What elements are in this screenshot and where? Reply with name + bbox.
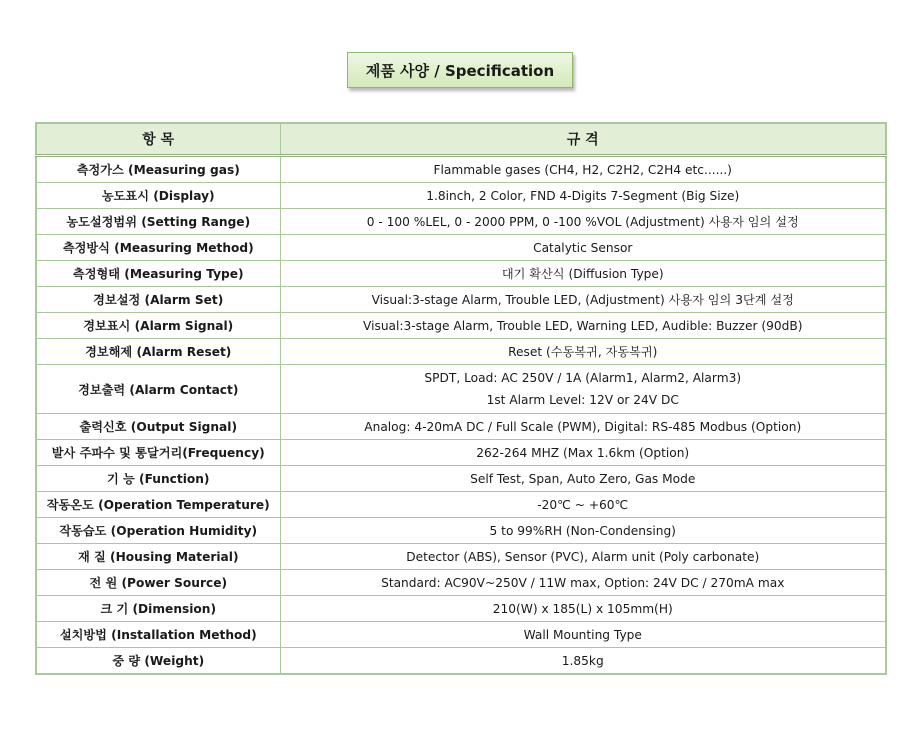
table-row: [36, 339, 886, 365]
row-label: 중 량 (Weight): [36, 648, 280, 675]
row-value: [280, 365, 886, 414]
row-value: Catalytic Sensor: [280, 235, 886, 261]
row-value: 210(W) x 185(L) x 105mm(H): [280, 596, 886, 622]
table-row: [36, 518, 886, 544]
row-value: Analog: 4-20mA DC / Full Scale (PWM), Digital: RS-485 Modbus (Option): [280, 414, 886, 440]
row-label: 경보설정 (Alarm Set): [36, 287, 280, 313]
table-row: [36, 313, 886, 339]
table-row: [36, 156, 886, 183]
row-value: 0 - 100 %LEL, 0 - 2000 PPM, 0 -100 %VOL (Adjustment) 사용자 임의 설정: [280, 209, 886, 235]
row-value: Detector (ABS), Sensor (PVC), Alarm unit (Poly carbonate): [280, 544, 886, 570]
table-row: [36, 261, 886, 287]
table-row: [36, 596, 886, 622]
table-row: [36, 570, 886, 596]
row-value: 5 to 99%RH (Non-Condensing): [280, 518, 886, 544]
row-value-line: 1st Alarm Level: 12V or 24V DC: [486, 393, 679, 407]
row-value: -20℃ ~ +60℃: [280, 492, 886, 518]
table-row: [36, 544, 886, 570]
table-row: [36, 492, 886, 518]
row-label: 기 능 (Function): [36, 466, 280, 492]
row-label: 경보해제 (Alarm Reset): [36, 339, 280, 365]
table-row: [36, 235, 886, 261]
table-row: [36, 648, 886, 675]
row-label: 경보출력 (Alarm Contact): [36, 365, 280, 414]
row-label: 농도설정범위 (Setting Range): [36, 209, 280, 235]
specification-table: [35, 122, 887, 675]
row-label: 재 질 (Housing Material): [36, 544, 280, 570]
row-label: 크 기 (Dimension): [36, 596, 280, 622]
row-value-line: SPDT, Load: AC 250V / 1A (Alarm1, Alarm2, Alarm3): [424, 371, 742, 385]
header-spec: 규 격: [280, 123, 886, 156]
row-value: Wall Mounting Type: [280, 622, 886, 648]
table-row: [36, 414, 886, 440]
row-value: Standard: AC90V~250V / 11W max, Option: 24V DC / 270mA max: [280, 570, 886, 596]
row-label: 설치방법 (Installation Method): [36, 622, 280, 648]
row-value: 1.85kg: [280, 648, 886, 675]
table-row: [36, 183, 886, 209]
row-label: 경보표시 (Alarm Signal): [36, 313, 280, 339]
row-label: 발사 주파수 및 통달거리(Frequency): [36, 440, 280, 466]
row-label: 작동습도 (Operation Humidity): [36, 518, 280, 544]
row-label: 작동온도 (Operation Temperature): [36, 492, 280, 518]
document-title: 제품 사양 / Specification: [347, 52, 573, 88]
table-row: [36, 466, 886, 492]
row-value: Flammable gases (CH4, H2, C2H2, C2H4 etc......): [280, 156, 886, 183]
table-row: [36, 365, 886, 414]
table-row: [36, 287, 886, 313]
row-value: 1.8inch, 2 Color, FND 4-Digits 7-Segment (Big Size): [280, 183, 886, 209]
table-row: [36, 622, 886, 648]
row-label: 측정형태 (Measuring Type): [36, 261, 280, 287]
table-row: [36, 209, 886, 235]
row-value: Reset (수동복귀, 자동복귀): [280, 339, 886, 365]
row-value: Self Test, Span, Auto Zero, Gas Mode: [280, 466, 886, 492]
row-label: 측정방식 (Measuring Method): [36, 235, 280, 261]
row-label: 측정가스 (Measuring gas): [36, 156, 280, 183]
header-item: 항 목: [36, 123, 280, 156]
row-value: 대기 확산식 (Diffusion Type): [280, 261, 886, 287]
row-label: 농도표시 (Display): [36, 183, 280, 209]
row-value: Visual:3-stage Alarm, Trouble LED, Warning LED, Audible: Buzzer (90dB): [280, 313, 886, 339]
table-header-row: [36, 123, 886, 156]
table-row: [36, 440, 886, 466]
row-label: 전 원 (Power Source): [36, 570, 280, 596]
row-label: 출력신호 (Output Signal): [36, 414, 280, 440]
row-value: 262-264 MHZ (Max 1.6km (Option): [280, 440, 886, 466]
row-value: Visual:3-stage Alarm, Trouble LED, (Adjustment) 사용자 임의 3단계 설정: [280, 287, 886, 313]
